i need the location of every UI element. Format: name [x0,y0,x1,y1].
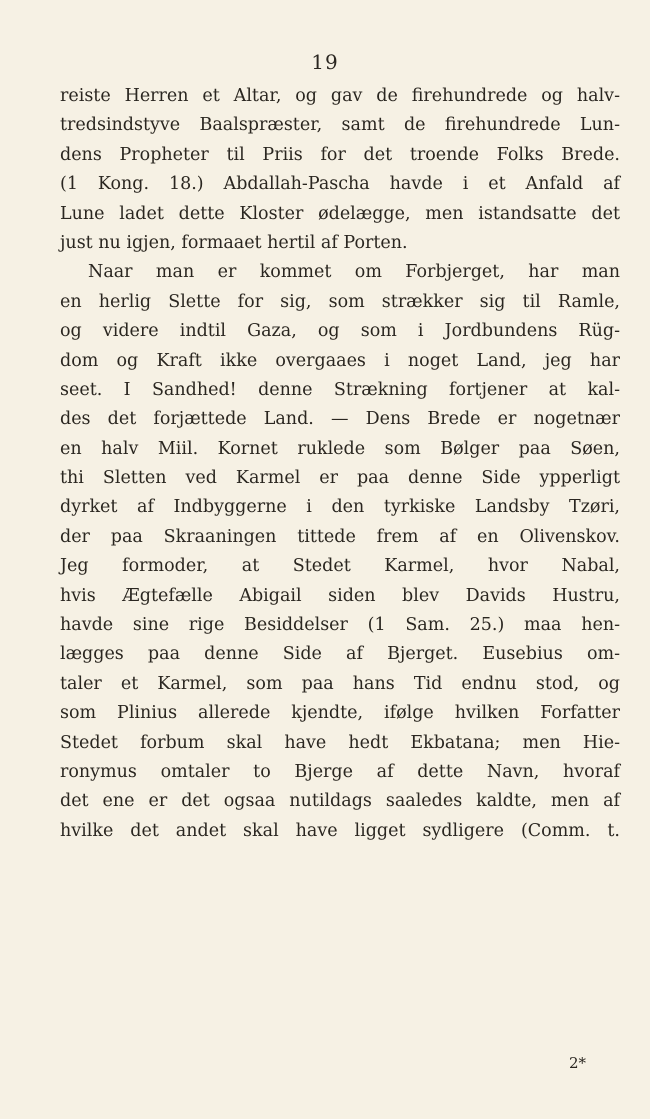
text-line: en herlig Slette for sig, som strækker sig til Ramle, [60,291,620,312]
text-line: seet. I Sandhed! denne Strækning fortjener at kal- [60,379,620,400]
text-line: det ene er det ogsaa nutildags saaledes kaldte, men af [60,791,620,812]
paragraph-start-line: Naar man er kommet om Forbjerget, har man [88,262,620,283]
text-line: reiste Herren et Altar, og gav de firehundrede og halv- [60,86,620,106]
text-line: ronymus omtaler to Bjerge af dette Navn, hvoraf [60,761,620,782]
text-line: hvilke det andet skal have ligget sydligere (Comm. t. [60,820,620,841]
text-line: en halv Miil. Kornet ruklede som Bølger paa Søen, [60,438,620,459]
text-line: just nu igjen, formaaet hertil af Porten. [60,232,408,253]
text-line: (1 Kong. 18.) Abdallah-Pascha havde i et Anfald af [60,174,620,195]
text-line: thi Sletten ved Karmel er paa denne Side ypperligt [60,468,620,489]
text-line: som Plinius allerede kjendte, ifølge hvilken Forfatter [60,703,620,724]
text-line: hvis Ægtefælle Abigail siden blev Davids Hustru, [60,585,620,606]
text-line: der paa Skraaningen tittede frem af en Olivenskov. [60,526,620,547]
text-line: dom og Kraft ikke overgaaes i noget Land, jeg har [60,350,620,371]
page-number: 19 [311,50,339,74]
text-line: dyrket af Indbyggerne i den tyrkiske Landsby Tzøri, [60,497,620,518]
text-line: dens Propheter til Priis for det troende Folks Brede. [60,144,620,165]
signature-mark: 2* [569,1054,587,1072]
text-line: tredsindstyve Baalspræster, samt de firehundrede Lun- [60,115,620,136]
text-line: Lune ladet dette Kloster ødelægge, men istandsatte det [60,203,620,224]
text-line: des det forjættede Land. — Dens Brede er nogetnær [60,409,620,430]
text-line: taler et Karmel, som paa hans Tid endnu stod, og [60,673,620,694]
text-line: havde sine rige Besiddelser (1 Sam. 25.) maa hen- [60,615,620,636]
text-line: Stedet forbum skal have hedt Ekbatana; men Hie- [60,732,620,753]
text-line: Jeg formoder, at Stedet Karmel, hvor Nabal, [60,556,620,577]
text-line: lægges paa denne Side af Bjerget. Eusebius om- [60,644,620,665]
text-line: og videre indtil Gaza, og som i Jordbundens Rüg- [60,321,620,342]
body-text [60,82,620,846]
